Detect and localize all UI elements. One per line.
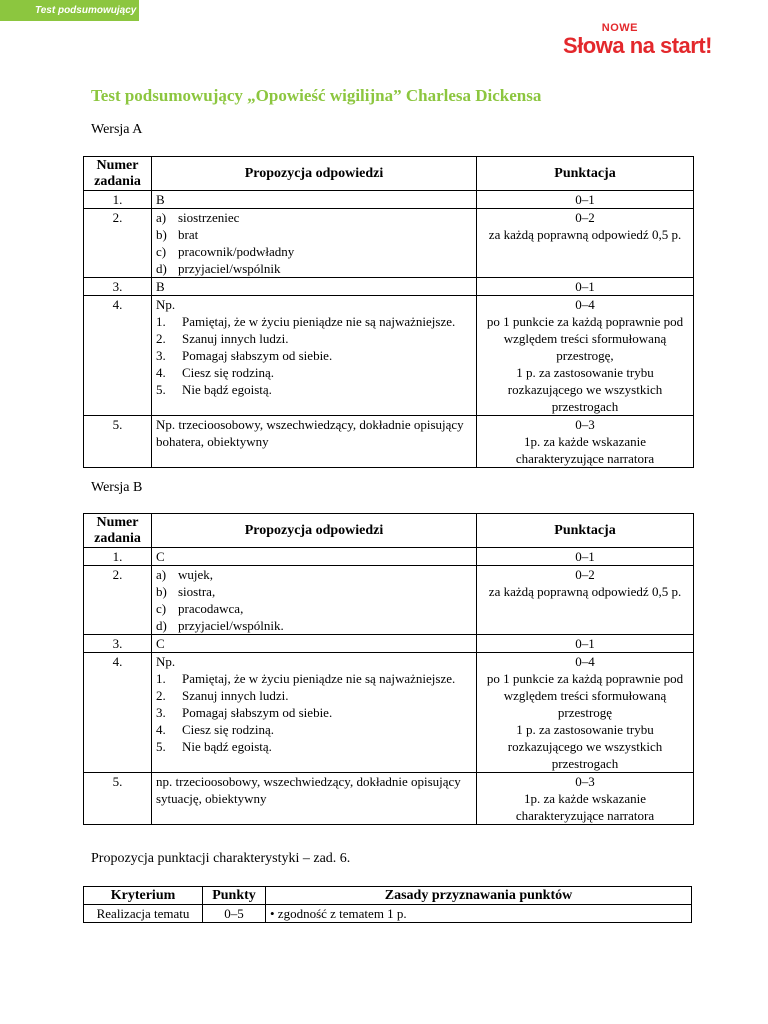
answer-item (156, 381, 472, 398)
answer-item (156, 670, 472, 687)
answer-item (156, 313, 472, 330)
header-score: Punktacja (477, 514, 694, 548)
score-line: 0–1 (575, 549, 595, 564)
task-number: 1. (84, 191, 152, 209)
score-cell (477, 416, 694, 468)
score-line: 0–4 (575, 297, 595, 312)
task-number: 5. (84, 416, 152, 468)
score-line: 0–1 (575, 636, 595, 651)
criteria-table (83, 886, 692, 923)
score-line: 0–2 (575, 210, 595, 225)
answer-item-text: Szanuj innych ludzi. (182, 688, 289, 703)
answer-item-number: 2. (156, 688, 166, 703)
header-num: Numer zadania (84, 157, 152, 191)
score-line: 1p. za każde wskazanie charakteryzujące narratora (515, 791, 655, 823)
answer-item-number: 5. (156, 739, 166, 754)
answer-item (156, 347, 472, 364)
answer-item (156, 687, 472, 704)
answer-cell (152, 773, 477, 825)
score-line: 0–3 (575, 774, 595, 789)
score-line: 1 p. za zastosowanie trybu rozkazującego we wszystkich przestrogach (507, 722, 663, 771)
score-line: 0–1 (575, 279, 595, 294)
version-b-label: Wersja B (91, 480, 143, 495)
points-cell: 0–5 (203, 905, 266, 923)
version-b-table (83, 513, 694, 825)
answer-item-number: 2. (156, 331, 166, 346)
answer-cell (152, 548, 477, 566)
answer-cell (152, 296, 477, 416)
table-row (84, 296, 694, 416)
score-line: 0–2 (575, 567, 595, 582)
score-line: po 1 punkcie za każdą poprawnie pod względem treści sformułowaną przestrogę, (486, 314, 684, 363)
answer-cell (152, 635, 477, 653)
criterion-cell: Realizacja tematu (84, 905, 203, 923)
table-row (84, 548, 694, 566)
header-score: Punktacja (477, 157, 694, 191)
answer-line: B (156, 279, 165, 294)
answer-item-text: Pamiętaj, że w życiu pieniądze nie są najważniejsze. (182, 314, 456, 329)
answer-line: d) przyjaciel/wspólnik (156, 261, 281, 276)
score-line: za każdą poprawną odpowiedź 0,5 p. (488, 584, 682, 599)
answer-line: B (156, 192, 165, 207)
answer-item-text: Pomagaj słabszym od siebie. (182, 348, 333, 363)
score-line: za każdą poprawną odpowiedź 0,5 p. (488, 227, 682, 242)
answer-line: d) przyjaciel/wspólnik. (156, 618, 284, 633)
answer-item-text: Pomagaj słabszym od siebie. (182, 705, 333, 720)
answer-item-text: Szanuj innych ludzi. (182, 331, 289, 346)
answer-cell (152, 209, 477, 278)
score-line: 1 p. za zastosowanie trybu rozkazującego we wszystkich przestrogach (507, 365, 663, 414)
answer-line: c) pracodawca, (156, 601, 244, 616)
score-cell (477, 191, 694, 209)
task-number: 4. (84, 296, 152, 416)
version-a-label: Wersja A (91, 122, 143, 137)
task-number: 1. (84, 548, 152, 566)
answer-line: b) siostra, (156, 584, 216, 599)
answer-item-number: 4. (156, 365, 166, 380)
header-answer: Propozycja odpowiedzi (152, 157, 477, 191)
score-cell (477, 566, 694, 635)
header-points: Punkty (203, 887, 266, 905)
answer-item (156, 364, 472, 381)
table-row (84, 653, 694, 773)
section-tag: Test podsumowujący (0, 0, 139, 21)
answer-item-number: 1. (156, 314, 166, 329)
table-row (84, 278, 694, 296)
answer-intro: Np. (156, 297, 176, 312)
answer-item-number: 3. (156, 348, 166, 363)
score-line: 0–1 (575, 192, 595, 207)
score-cell (477, 653, 694, 773)
task-number: 3. (84, 278, 152, 296)
score-line: 0–4 (575, 654, 595, 669)
answer-item (156, 738, 472, 755)
score-cell (477, 296, 694, 416)
answer-line: Np. trzecioosobowy, wszechwiedzący, dokładnie opisujący bohatera, obiektywny (156, 417, 464, 449)
answer-line: C (156, 549, 165, 564)
logo-big-text: Słowa na start! (563, 33, 712, 58)
answer-item (156, 704, 472, 721)
table-row (84, 191, 694, 209)
task-number: 4. (84, 653, 152, 773)
answer-item-number: 1. (156, 671, 166, 686)
answer-item-number: 3. (156, 705, 166, 720)
publisher-logo (563, 22, 712, 58)
header-answer: Propozycja odpowiedzi (152, 514, 477, 548)
answer-line: a) wujek, (156, 567, 214, 582)
answer-cell (152, 653, 477, 773)
task-number: 3. (84, 635, 152, 653)
score-line: 0–3 (575, 417, 595, 432)
answer-intro: Np. (156, 654, 176, 669)
table-row (84, 635, 694, 653)
answer-line: a) siostrzeniec (156, 210, 240, 225)
answer-item (156, 330, 472, 347)
table-row (84, 905, 692, 923)
answer-item-text: Nie bądź egoistą. (182, 382, 272, 397)
answer-cell (152, 566, 477, 635)
score-cell (477, 548, 694, 566)
table-row (84, 416, 694, 468)
answer-item-text: Nie bądź egoistą. (182, 739, 272, 754)
score-cell (477, 209, 694, 278)
header-criterion: Kryterium (84, 887, 203, 905)
table-row (84, 566, 694, 635)
answer-line: c) pracownik/podwładny (156, 244, 295, 259)
answer-cell (152, 278, 477, 296)
task-number: 2. (84, 209, 152, 278)
header-rules: Zasady przyznawania punktów (266, 887, 692, 905)
answer-cell (152, 416, 477, 468)
table-row (84, 773, 694, 825)
logo-small-text: NOWE (601, 22, 638, 34)
answer-item-number: 5. (156, 382, 166, 397)
score-cell (477, 278, 694, 296)
score-line: 1p. za każde wskazanie charakteryzujące narratora (515, 434, 655, 466)
page-title: Test podsumowujący „Opowieść wigilijna” Charlesa Dickensa (91, 86, 542, 105)
score-cell (477, 635, 694, 653)
score-line: po 1 punkcie za każdą poprawnie pod względem treści sformułowaną przestrogę (486, 671, 684, 720)
criteria-note: Propozycja punktacji charakterystyki – zad. 6. (91, 851, 351, 866)
rules-cell: • zgodność z tematem 1 p. (266, 905, 692, 923)
score-cell (477, 773, 694, 825)
header-num: Numer zadania (84, 514, 152, 548)
answer-line: b) brat (156, 227, 199, 242)
answer-line: C (156, 636, 165, 651)
answer-cell (152, 191, 477, 209)
table-row (84, 209, 694, 278)
answer-item-text: Ciesz się rodziną. (182, 365, 275, 380)
answer-line: np. trzecioosobowy, wszechwiedzący, dokładnie opisujący sytuację, obiektywny (156, 774, 461, 806)
answer-item-text: Ciesz się rodziną. (182, 722, 275, 737)
task-number: 5. (84, 773, 152, 825)
version-a-table (83, 156, 694, 468)
answer-item-text: Pamiętaj, że w życiu pieniądze nie są najważniejsze. (182, 671, 456, 686)
answer-item (156, 721, 472, 738)
task-number: 2. (84, 566, 152, 635)
answer-item-number: 4. (156, 722, 166, 737)
